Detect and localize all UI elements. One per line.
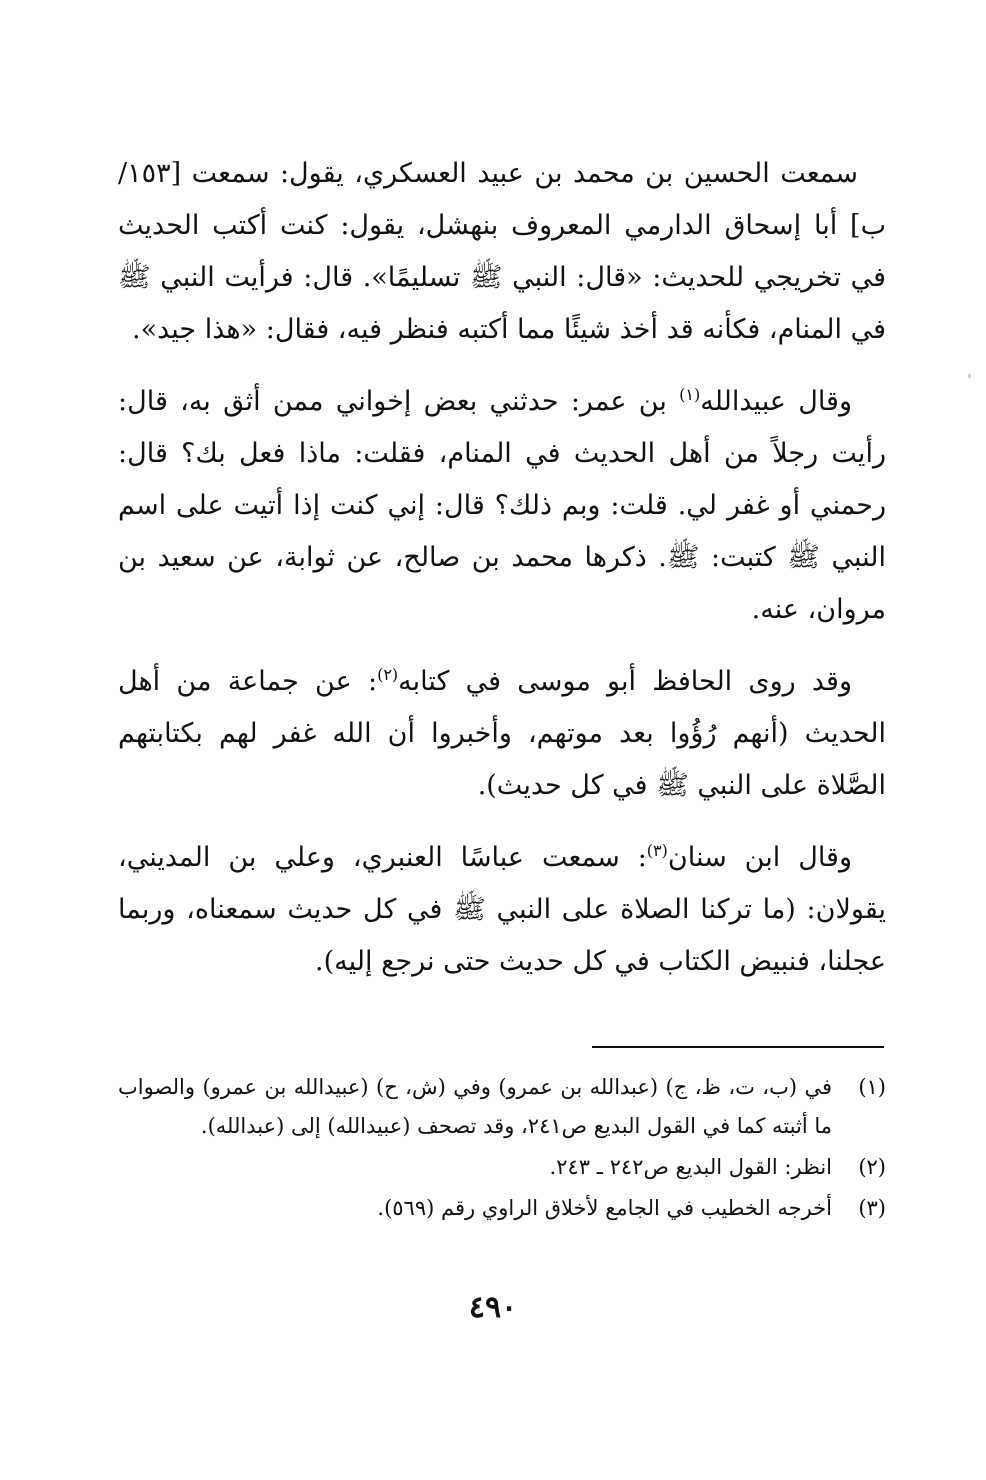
main-text <box>118 148 886 1008</box>
footnote-text: انظر: القول البديع ص٢٤٢ ـ ٢٤٣. <box>549 1155 832 1179</box>
footnote-reference[interactable]: (٢) <box>377 665 399 684</box>
paragraph <box>118 376 886 636</box>
paragraph-text: : سمعت عباسًا العنبري، وعلي بن المديني، يقولان: (ما تركنا الصلاة على النبي ﷺ في كل حديث سمعناه، وربما عجلنا، فنبيض الكتاب في كل حديث حتى نرجع إليه). <box>118 842 886 977</box>
footnotes <box>118 1068 886 1230</box>
paragraph <box>118 656 886 812</box>
page-number: ٤٩٠ <box>468 1290 518 1325</box>
footnote-number: (١) <box>858 1075 886 1099</box>
paragraph <box>118 148 886 356</box>
footnote-text: في (ب، ت، ظ، ج) (عبدالله بن عمرو) وفي (ش، ح) (عبيدالله بن عمرو) والصواب ما أثبته كما في القول البديع ص٢٤١، وقد تصحف (عبيدالله) إلى (عبدالله). <box>118 1075 832 1138</box>
footnote-text: أخرجه الخطيب في الجامع لأخلاق الراوي رقم (٥٦٩). <box>377 1196 832 1220</box>
footnote-divider <box>592 1046 884 1048</box>
footnote-reference[interactable]: (٣) <box>646 841 668 860</box>
paragraph-text: : عن جماعة من أهل الحديث (أنهم رُؤُوا بعد موتهم، وأخبروا أن الله غفر لهم بكتابتهم الصَّلاة على النبي ﷺ في كل حديث). <box>118 666 886 801</box>
footnote-number: (٣) <box>858 1196 886 1220</box>
footnote-number: (٢) <box>858 1155 886 1179</box>
paragraph-text: وقد روى الحافظ أبو موسى في كتابه <box>398 666 853 697</box>
footnote <box>118 1189 886 1228</box>
footnote-reference[interactable]: (١) <box>679 385 701 404</box>
footnote <box>118 1148 886 1187</box>
footnote <box>118 1068 886 1146</box>
paragraph-text: سمعت الحسين بن محمد بن عبيد العسكري، يقول: سمعت [١٥٣/ب] أبا إسحاق الدارمي المعروف بنهشل، يقول: كنت أكتب الحديث في تخريجي للحديث: «قال: النبي ﷺ تسليمًا». قال: فرأيت النبي ﷺ في المنام، فكأنه قد أخذ شيئًا مما أكتبه فنظر فيه، فقال: «هذا جيد». <box>118 158 886 345</box>
paragraph-text: وقال عبيدالله <box>700 386 853 417</box>
paragraph <box>118 832 886 988</box>
paragraph-text: وقال ابن سنان <box>667 842 852 873</box>
paragraph-text: بن عمر: حدثني بعض إخواني ممن أثق به، قال: رأيت رجلاً من أهل الحديث في المنام، فقلت: ماذا فعل بك؟ قال: رحمني أو غفر لي. قلت: وبم ذلك؟ قال: إني كنت إذا أتيت على اسم النبي ﷺ كتبت: ﷺ. ذكرها محمد بن صالح، عن ثوابة، عن سعيد بن مروان، عنه. <box>118 386 886 625</box>
scan-speck <box>968 374 971 378</box>
